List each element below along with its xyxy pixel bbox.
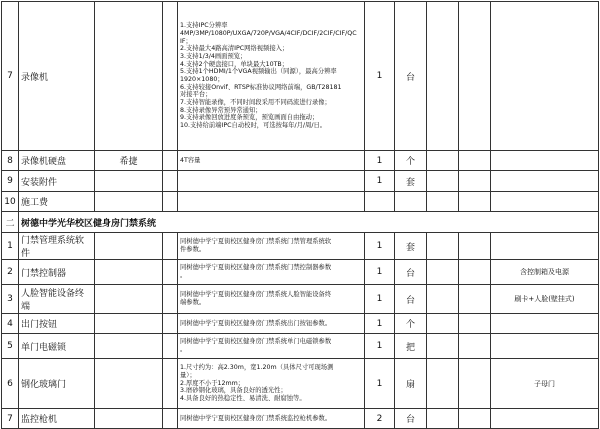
item-name: 安装附件 <box>19 171 95 192</box>
item-total-price <box>459 260 491 285</box>
item-model <box>163 2 178 151</box>
item-spec <box>178 192 365 212</box>
item-total-price <box>459 233 491 260</box>
item-total-price <box>459 334 491 359</box>
spec-line: 2.厚度不小于12mm； <box>180 379 245 387</box>
item-quantity: 1 <box>365 285 395 314</box>
spec-line: 件参数。 <box>180 246 206 253</box>
spec-line: 同树德中学宁夏街校区健身房门禁系统人脸智能设备终 <box>180 291 332 299</box>
item-quantity: 1 <box>365 314 395 334</box>
item-total-price <box>459 409 491 429</box>
spec-line: 1920×1080； <box>180 76 224 83</box>
item-model <box>163 359 178 409</box>
item-total-price <box>459 151 491 171</box>
item-brand <box>95 192 163 212</box>
item-remark <box>491 233 599 260</box>
table-row <box>2 359 599 409</box>
item-brand <box>95 409 163 429</box>
spec-line: IF； <box>180 37 192 45</box>
row-number: 6 <box>2 359 19 409</box>
item-remark <box>491 171 599 192</box>
item-spec <box>178 171 365 192</box>
item-unit: 套 <box>395 233 427 260</box>
item-name: 人脸智能设备终端 <box>19 285 95 314</box>
item-unit: 把 <box>395 334 427 359</box>
item-unit-price <box>427 192 459 212</box>
table-row <box>2 409 599 429</box>
item-remark <box>491 409 599 429</box>
item-unit-price <box>427 314 459 334</box>
table-row <box>2 233 599 260</box>
item-brand <box>95 285 163 314</box>
item-unit: 台 <box>395 260 427 285</box>
item-total-price <box>459 285 491 314</box>
row-number: 10 <box>2 192 19 212</box>
spec-line: 量）； <box>180 371 196 379</box>
item-quantity: 1 <box>365 359 395 409</box>
item-name: 出门按钮 <box>19 314 95 334</box>
row-number: 9 <box>2 171 19 192</box>
spec-line: 。 <box>180 346 187 353</box>
table-row <box>2 260 599 285</box>
item-spec <box>178 233 365 260</box>
spec-line: 3.磨砂钢化玻璃，具备良好的透光性； <box>180 387 287 395</box>
spec-line: 4.支持2个硬盘接口，单块最大10TB； <box>180 60 289 68</box>
item-name: 录像机硬盘 <box>19 151 95 171</box>
spec-line: 4MP/3MP/1080P/UXGA/720P/VGA/4CIF/DCIF/2CIF/CIF/QC <box>180 29 357 37</box>
spec-line: 同树德中学宁夏街校区健身房门禁系统单门电磁锁参数 <box>180 338 332 346</box>
item-name: 监控枪机 <box>19 409 95 429</box>
spec-line: 7.支持智能录像，不同时间段采用不同码流进行录像； <box>180 99 331 107</box>
row-number: 4 <box>2 314 19 334</box>
item-spec <box>178 2 365 151</box>
item-remark <box>491 151 599 171</box>
spec-line: 。 <box>180 272 187 279</box>
item-unit: 台 <box>395 285 427 314</box>
row-number: 1 <box>2 233 19 260</box>
item-unit: 套 <box>395 171 427 192</box>
item-unit-price <box>427 409 459 429</box>
spec-line: 3.支持1/3/4画面预览； <box>180 52 247 60</box>
item-model <box>163 171 178 192</box>
item-unit: 个 <box>395 151 427 171</box>
item-model <box>163 233 178 260</box>
section-title: 树德中学光华校区健身房门禁系统 <box>19 212 599 233</box>
item-unit-price <box>427 233 459 260</box>
item-unit: 扇 <box>395 359 427 409</box>
row-number: 7 <box>2 409 19 429</box>
item-total-price <box>459 2 491 151</box>
table-row <box>2 334 599 359</box>
item-name: 门禁管理系统软件 <box>19 233 95 260</box>
equipment-table <box>1 1 599 429</box>
item-model <box>163 192 178 212</box>
item-remark: 子母门 <box>491 359 599 409</box>
spec-line: 8.支持录像异常预异常通知； <box>180 106 262 114</box>
spec-line: 6.支持较接Onvif、RTSP标准协议网络前端，GB/T28181 <box>180 83 342 91</box>
item-spec <box>178 260 365 285</box>
section-row <box>2 212 599 233</box>
item-unit <box>395 192 427 212</box>
item-spec <box>178 334 365 359</box>
item-quantity <box>365 192 395 212</box>
item-unit: 个 <box>395 314 427 334</box>
item-brand <box>95 233 163 260</box>
item-brand <box>95 359 163 409</box>
item-brand <box>95 2 163 151</box>
item-remark <box>491 192 599 212</box>
row-number: 8 <box>2 151 19 171</box>
item-unit-price <box>427 285 459 314</box>
item-brand: 希捷 <box>95 151 163 171</box>
item-model <box>163 260 178 285</box>
spec-line: 10.支持给前端IPC自动校时，可选按每年/月/周/日。 <box>180 122 327 130</box>
item-quantity: 1 <box>365 2 395 151</box>
item-quantity: 2 <box>365 409 395 429</box>
item-spec <box>178 314 365 334</box>
item-quantity: 1 <box>365 233 395 260</box>
item-spec <box>178 409 365 429</box>
spec-line: 1.尺寸约为：高2.30m，宽1.20m（具体尺寸可现场测 <box>180 364 334 372</box>
table-row <box>2 192 599 212</box>
item-quantity: 1 <box>365 334 395 359</box>
item-brand <box>95 334 163 359</box>
row-number: 7 <box>2 2 19 151</box>
spec-line: 1.支持IPC分辨率 <box>180 22 228 30</box>
item-model <box>163 151 178 171</box>
row-number: 5 <box>2 334 19 359</box>
spec-line: 同树德中学宁夏街校区健身房门禁系统出门按钮参数。 <box>180 319 332 327</box>
table-row <box>2 151 599 171</box>
item-remark <box>491 2 599 151</box>
item-name: 钢化玻璃门 <box>19 359 95 409</box>
item-name: 门禁控制器 <box>19 260 95 285</box>
item-remark <box>491 334 599 359</box>
spec-line: 9.支持录像回放进度条预览，预览画面自由拖动； <box>180 114 319 122</box>
item-brand <box>95 314 163 334</box>
item-brand <box>95 260 163 285</box>
item-unit-price <box>427 334 459 359</box>
item-remark: 含控制箱及电源 <box>491 260 599 285</box>
row-number: 3 <box>2 285 19 314</box>
spec-line: 同树德中学宁夏街校区健身房门禁系统门禁控制器参数 <box>180 264 332 272</box>
spec-line: 同树德中学宁夏街校区健身房门禁系统门禁管理系统软 <box>180 238 332 246</box>
item-quantity: 1 <box>365 171 395 192</box>
item-remark: 刷卡+人脸(壁挂式) <box>491 285 599 314</box>
spec-line: 4.具备良好的热稳定性、易清洗、耐腐蚀等。 <box>180 395 306 402</box>
item-unit-price <box>427 151 459 171</box>
spec-line: 端参数。 <box>180 299 206 306</box>
item-name: 施工费 <box>19 192 95 212</box>
item-model <box>163 334 178 359</box>
item-total-price <box>459 192 491 212</box>
spec-line: 5.支持1个HDMI/1个VGA视频输出（同源），最高分辨率 <box>180 68 337 76</box>
item-total-price <box>459 171 491 192</box>
item-model <box>163 409 178 429</box>
item-quantity: 1 <box>365 260 395 285</box>
table-row <box>2 2 599 151</box>
spec-line: 对接平台； <box>180 91 212 99</box>
item-unit-price <box>427 2 459 151</box>
item-model <box>163 285 178 314</box>
item-spec <box>178 285 365 314</box>
table-row <box>2 285 599 314</box>
table-row <box>2 314 599 334</box>
item-brand <box>95 171 163 192</box>
item-spec <box>178 359 365 409</box>
row-number: 2 <box>2 260 19 285</box>
spec-line: 4T容量 <box>180 156 201 164</box>
item-model <box>163 314 178 334</box>
item-unit-price <box>427 260 459 285</box>
item-unit: 台 <box>395 409 427 429</box>
table-row <box>2 171 599 192</box>
item-unit-price <box>427 359 459 409</box>
item-unit: 台 <box>395 2 427 151</box>
item-total-price <box>459 359 491 409</box>
item-quantity: 1 <box>365 151 395 171</box>
item-remark <box>491 314 599 334</box>
spec-line: 2.支持最大4路高清IPC网络视频接入； <box>180 45 289 53</box>
item-name: 单门电磁锁 <box>19 334 95 359</box>
item-name: 录像机 <box>19 2 95 151</box>
item-spec <box>178 151 365 171</box>
item-unit-price <box>427 171 459 192</box>
item-total-price <box>459 314 491 334</box>
section-number: 二 <box>2 212 19 233</box>
spec-line: 同树德中学宁夏街校区健身房门禁系统监控枪机参数。 <box>180 414 332 422</box>
